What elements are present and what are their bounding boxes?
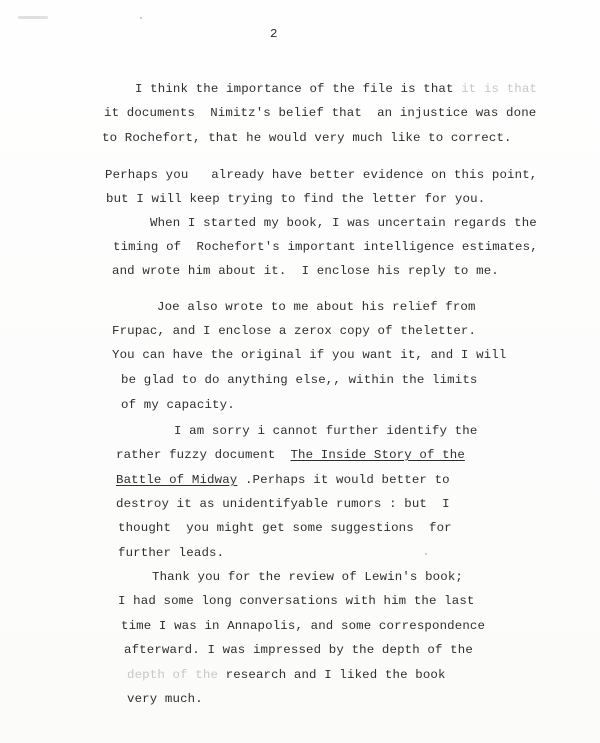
text-line: When I started my book, I was uncertain regards the [150,216,537,230]
text-line: timing of Rochefort's important intelligence estimates, [113,240,538,254]
text-line: time I was in Annapolis, and some correspondence [121,619,486,633]
text-line: it documents Nimitz's belief that an injustice was done [104,106,537,120]
ink-speck [140,17,142,19]
underlined-title: The Inside Story of the [290,448,465,462]
text-line: very much. [127,692,203,706]
text-line: You can have the original if you want it, and I will [112,348,507,362]
text-line: rather fuzzy document The Inside Story of the [116,448,465,462]
text-line: and wrote him about it. I enclose his reply to me. [112,264,499,278]
text-line: but I will keep trying to find the letter for you. [106,192,486,206]
text-line: I think the importance of the file is that it is that [135,82,538,96]
text-line: Frupac, and I enclose a zerox copy of theletter. [112,324,477,338]
corner-smudge [18,16,48,19]
text-line: Perhaps you already have better evidence on this point, [105,168,538,182]
text-line: be glad to do anything else,, within the limits [121,373,478,387]
text-line: further leads. [118,546,225,560]
page-number: 2 [270,27,278,41]
text-line: depth of the research and I liked the book [127,668,446,682]
text-line: of my capacity. [121,398,235,412]
ink-speck [425,553,427,555]
text-line: I had some long conversations with him the last [118,594,475,608]
text-line: to Rochefort, that he would very much like to correct. [102,131,512,145]
text-line: afterward. I was impressed by the depth of the [124,643,473,657]
text-line: thought you might get some suggestions for [118,521,452,535]
text-line: Battle of Midway .Perhaps it would better to [116,473,450,487]
text-line: Joe also wrote to me about his relief from [157,300,476,314]
underlined-title: Battle of Midway [116,473,238,487]
text-line: Thank you for the review of Lewin's book; [152,570,464,584]
text-line: destroy it as unidentifyable rumors : but I [116,497,450,511]
text-line: I am sorry i cannot further identify the [174,424,478,438]
